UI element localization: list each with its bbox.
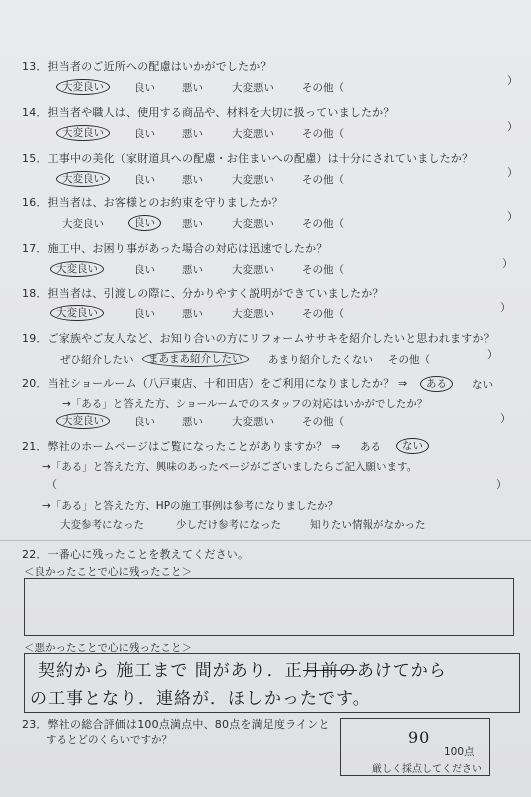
option-selected: ない <box>402 438 429 453</box>
paren-close: ） <box>487 348 498 361</box>
question-19: 19．ご家族やご友人など、お知り合いの方にリフォームササキを紹介したいと思われますか？ <box>22 332 495 345</box>
option: その他（ <box>302 218 344 230</box>
option: 悪い <box>182 174 203 186</box>
question-15: 15．工事中の美化（家財道具への配慮・お住まいへの配慮）は十分にされていましたか？ <box>22 152 474 165</box>
option: 大変悪い <box>232 218 274 230</box>
option: 大変悪い <box>232 264 274 276</box>
option: 大変悪い <box>232 174 274 186</box>
option-selected: 大変良い <box>62 171 110 186</box>
option: その他（ <box>302 308 344 320</box>
option: 少しだけ参考になった <box>176 519 281 531</box>
option-selected: 大変良い <box>62 413 110 428</box>
option: 大変悪い <box>232 416 274 428</box>
option: 良い <box>134 308 155 320</box>
option-selected: ある <box>426 376 453 391</box>
q21-followup-1: →「ある」と答えた方、興味のあったページがございましたらご記入願います。 <box>42 461 418 473</box>
paren-close: ） <box>496 478 507 491</box>
option: その他（ <box>302 82 344 94</box>
option: その他（ <box>388 354 430 366</box>
question-21: 21．弊社のホームページはご覧になったことがありますか？ ⇒ <box>22 440 341 453</box>
question-23: 23．弊社の総合評価は100点満点中、80点を満足度ラインと <box>22 718 330 731</box>
paren-close: ） <box>507 120 518 133</box>
question-20: 20．当社ショールーム（八戸東店、十和田店）をご利用になりましたか？ ⇒ <box>22 377 408 390</box>
bad-memory-label: ＜悪かったことで心に残ったこと＞ <box>24 642 192 654</box>
option: その他（ <box>302 416 344 428</box>
score-note: 厳しく採点してください <box>372 764 482 775</box>
option-selected: 大変良い <box>62 125 110 140</box>
question-22: 22．一番心に残ったことを教えてください。 <box>22 548 250 561</box>
q21-followup-2: →「ある」と答えた方、HPの施工事例は参考になりましたか？ <box>42 500 339 512</box>
option: 悪い <box>182 416 203 428</box>
option: 良い <box>134 128 155 140</box>
option: 悪い <box>182 128 203 140</box>
option-selected: 良い <box>134 215 161 230</box>
option: ぜひ紹介したい <box>60 354 134 366</box>
score-handwritten: 90 <box>408 728 431 747</box>
paren-close: ） <box>502 257 513 270</box>
option: 良い <box>134 416 155 428</box>
handwritten-line-1: 契約から 施工まで 間があり．正月前のあけてから <box>38 661 447 681</box>
option: 悪い <box>182 308 203 320</box>
option: 知りたい情報がなかった <box>310 519 426 531</box>
question-23-line-2: するとどのくらいですか？ <box>46 734 172 746</box>
option-selected: 大変良い <box>62 79 110 94</box>
option: 良い <box>134 82 155 94</box>
option: 大変良い <box>62 218 104 230</box>
paren-close: ） <box>507 166 518 179</box>
option: その他（ <box>302 264 344 276</box>
option: 大変参考になった <box>60 519 144 531</box>
paren-close: ） <box>507 210 518 223</box>
option: ある <box>360 441 381 453</box>
divider <box>0 540 531 541</box>
option: その他（ <box>302 174 344 186</box>
option: 大変悪い <box>232 82 274 94</box>
option: 良い <box>134 264 155 276</box>
option-selected: まあまあ紹介したい <box>148 351 249 366</box>
q20-followup: →「ある」と答えた方、ショールームでのスタッフの対応はいかがでしたか？ <box>62 398 428 410</box>
option-selected: 大変良い <box>56 305 104 320</box>
option: その他（ <box>302 128 344 140</box>
good-memory-box <box>24 578 514 636</box>
option: 悪い <box>182 264 203 276</box>
question-17: 17．施工中、お困り事があった場合の対応は迅速でしたか？ <box>22 242 328 255</box>
option: ない <box>472 379 493 391</box>
paren-close: ） <box>500 412 511 425</box>
question-14: 14．担当者や職人は、使用する商品や、材料を大切に扱っていましたか？ <box>22 106 395 119</box>
option-selected: 大変良い <box>56 261 104 276</box>
option: 大変悪い <box>232 128 274 140</box>
score-max: 100点 <box>444 746 475 758</box>
handwritten-line-2: の工事となり．連絡が．ほしかったです。 <box>30 689 371 709</box>
option: 悪い <box>182 82 203 94</box>
paren-open: （ <box>46 478 57 491</box>
paren-close: ） <box>507 74 518 87</box>
option: あまり紹介したくない <box>268 354 373 366</box>
question-18: 18．担当者は、引渡しの際に、分かりやすく説明ができていましたか？ <box>22 287 384 300</box>
good-memory-label: ＜良かったことで心に残ったこと＞ <box>24 566 192 578</box>
option: 良い <box>134 174 155 186</box>
option: 大変悪い <box>232 308 274 320</box>
question-13: 13．担当者のご近所への配慮はいかがでしたか？ <box>22 60 272 73</box>
option: 悪い <box>182 218 203 230</box>
paren-close: ） <box>500 301 511 314</box>
question-16: 16．担当者は、お客様とのお約束を守りましたか？ <box>22 196 283 209</box>
